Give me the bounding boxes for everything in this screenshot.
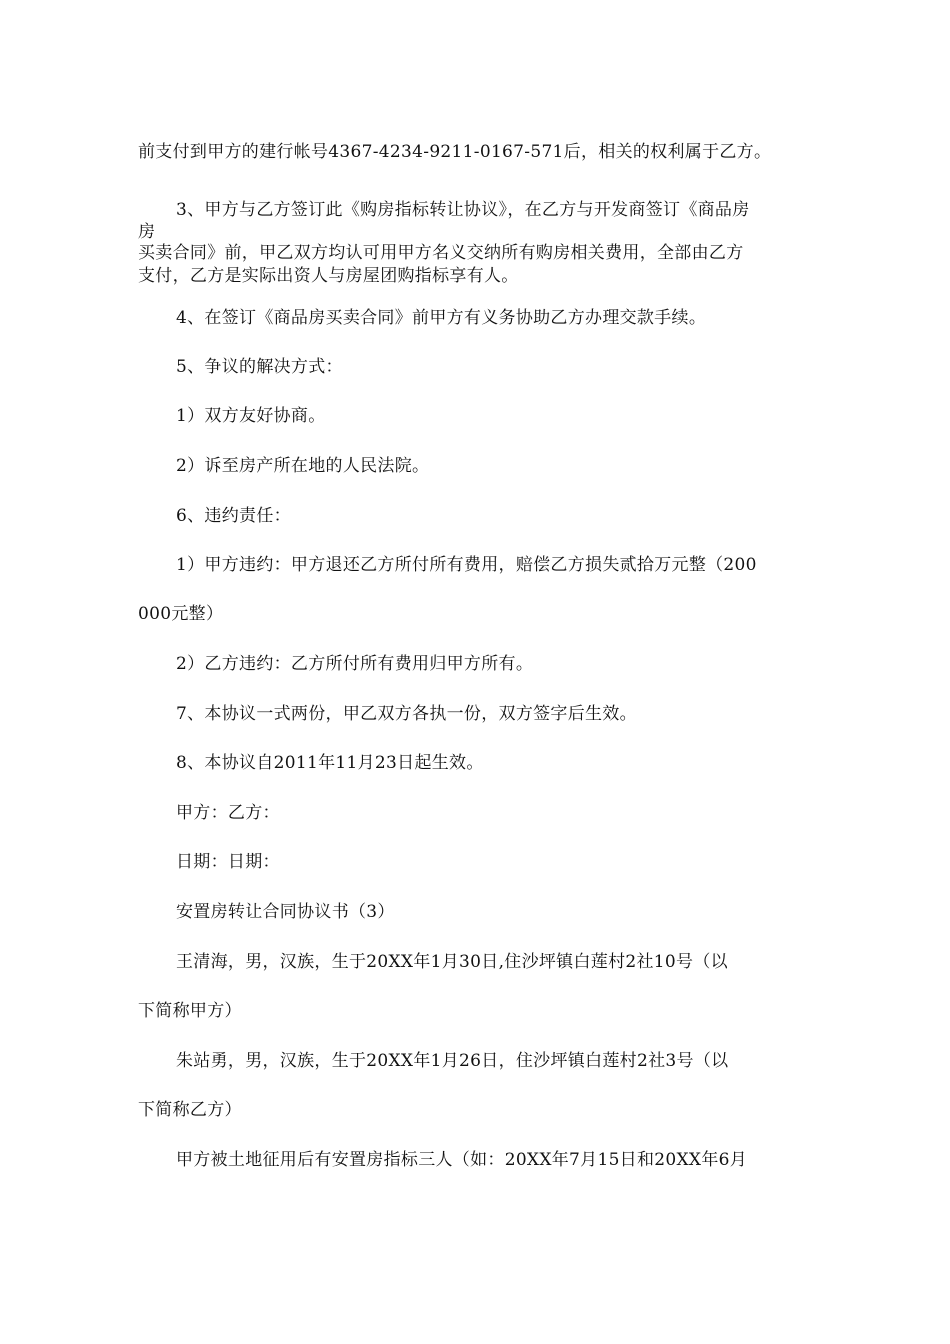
paragraph-line: 7、本协议一式两份，甲乙双方各执一份，双方签字后生效。: [176, 704, 637, 724]
paragraph-line: 下简称甲方）: [138, 1001, 242, 1021]
paragraph-line: 6、违约责任：: [176, 506, 291, 526]
paragraph-line: 房: [138, 222, 156, 242]
section-heading: 安置房转让合同协议书（3）: [176, 902, 395, 922]
signature-party-line: 甲方：乙方：: [176, 803, 280, 823]
paragraph-line: 4、在签订《商品房买卖合同》前甲方有义务协助乙方办理交款手续。: [176, 308, 707, 328]
paragraph-line: 买卖合同》前，甲乙双方均认可用甲方名义交纳所有购房相关费用，全部由乙方: [138, 243, 744, 263]
paragraph-line: 前支付到甲方的建行帐号4367-4234-9211-0167-571后，相关的权利属于乙方。: [138, 142, 772, 162]
paragraph-line: 甲方被土地征用后有安置房指标三人（如：20XX年7月15日和20XX年6月: [176, 1150, 748, 1170]
paragraph-line: 下简称乙方）: [138, 1100, 242, 1120]
paragraph-line: 5、争议的解决方式：: [176, 357, 343, 377]
paragraph-line: 1）甲方违约：甲方退还乙方所付所有费用，赔偿乙方损失贰拾万元整（200: [176, 555, 757, 575]
paragraph-line: 支付，乙方是实际出资人与房屋团购指标享有人。: [138, 266, 519, 286]
paragraph-line: 王清海，男，汉族，生于20XX年1月30日,住沙坪镇白莲村2社10号（以: [176, 952, 728, 972]
paragraph-line: 8、本协议自2011年11月23日起生效。: [176, 753, 484, 773]
paragraph-line: 朱站勇，男，汉族，生于20XX年1月26日，住沙坪镇白莲村2社3号（以: [176, 1051, 729, 1071]
paragraph-line: 3、甲方与乙方签订此《购房指标转让协议》，在乙方与开发商签订《商品房: [176, 200, 750, 220]
paragraph-line: 1）双方友好协商。: [176, 406, 326, 426]
paragraph-line: 000元整）: [138, 604, 224, 624]
paragraph-line: 2）乙方违约：乙方所付所有费用归甲方所有。: [176, 654, 534, 674]
signature-date-line: 日期：日期：: [176, 852, 280, 872]
paragraph-line: 2）诉至房产所在地的人民法院。: [176, 456, 430, 476]
